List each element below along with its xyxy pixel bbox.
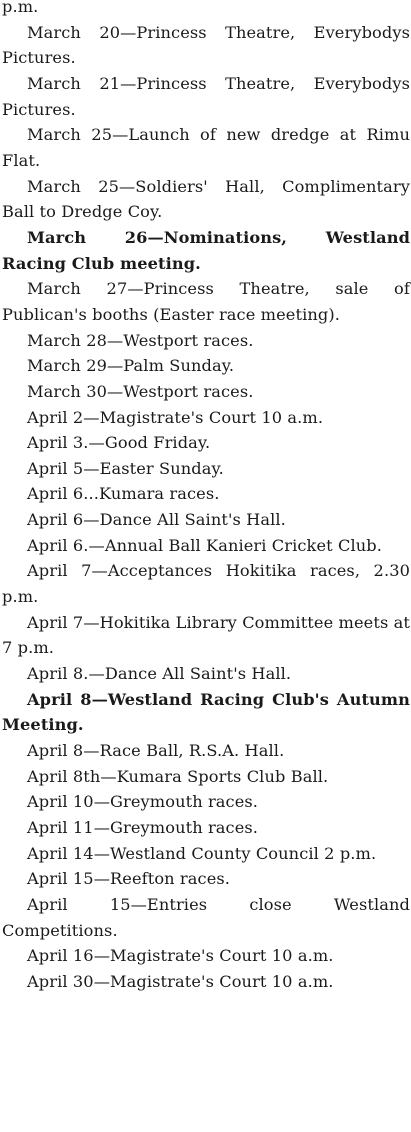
event-entry: April 6.—Annual Ball Kanieri Cricket Club. xyxy=(27,535,382,555)
event-entry: April 8.—Dance All Saint's Hall. xyxy=(27,664,292,684)
events-column xyxy=(2,0,410,995)
event-entry: April 7—Hokitika Library Committee meets at 7 p.m. xyxy=(2,612,410,658)
event-entry: March 26—Nominations, Westland Racing Club meeting. xyxy=(2,227,410,273)
event-entry: April 15—Reefton races. xyxy=(27,869,231,889)
event-entry: March 25—Soldiers' Hall, Complimentary Ball to Dredge Coy. xyxy=(2,176,410,222)
event-entry: April 6...Kumara races. xyxy=(27,484,220,504)
event-entry: March 20—Princess Theatre, Everybodys Pictures. xyxy=(2,22,410,68)
event-entry: April 8th—Kumara Sports Club Ball. xyxy=(27,766,329,786)
event-entry: April 6—Dance All Saint's Hall. xyxy=(27,510,286,530)
event-entry: March 27—Princess Theatre, sale of Publican's booths (Easter race meeting). xyxy=(2,279,410,324)
event-entry: April 8—Westland Racing Club's Autumn Meeting. xyxy=(2,689,410,735)
event-entry: March 21—Princess Theatre, Everybodys Pictures. xyxy=(2,73,410,119)
event-entry: April 15—Entries close Westland Competitions. xyxy=(2,894,410,940)
event-entry-continuation: p.m. xyxy=(2,0,39,16)
event-entry: April 30—Magistrate's Court 10 a.m. xyxy=(27,971,334,991)
event-entry: March 25—Launch of new dredge at Rimu Flat. xyxy=(2,125,410,170)
event-entry: April 8—Race Ball, R.S.A. Hall. xyxy=(27,741,285,761)
event-entry: April 2—Magistrate's Court 10 a.m. xyxy=(27,407,324,427)
event-entry: April 5—Easter Sunday. xyxy=(27,458,224,478)
event-entry: April 16—Magistrate's Court 10 a.m. xyxy=(27,946,334,966)
event-entry: March 29—Palm Sunday. xyxy=(27,356,235,376)
event-entry: April 14—Westland County Council 2 p.m. xyxy=(27,843,377,863)
event-entry: April 10—Greymouth races. xyxy=(27,792,259,812)
event-entry: March 28—Westport races. xyxy=(27,330,254,350)
event-entry: April 7—Acceptances Hokitika races, 2.30 p.m. xyxy=(2,561,410,607)
event-entry: March 30—Westport races. xyxy=(27,381,254,401)
event-entry: April 3.—Good Friday. xyxy=(27,433,211,453)
event-entry: April 11—Greymouth races. xyxy=(27,818,259,837)
